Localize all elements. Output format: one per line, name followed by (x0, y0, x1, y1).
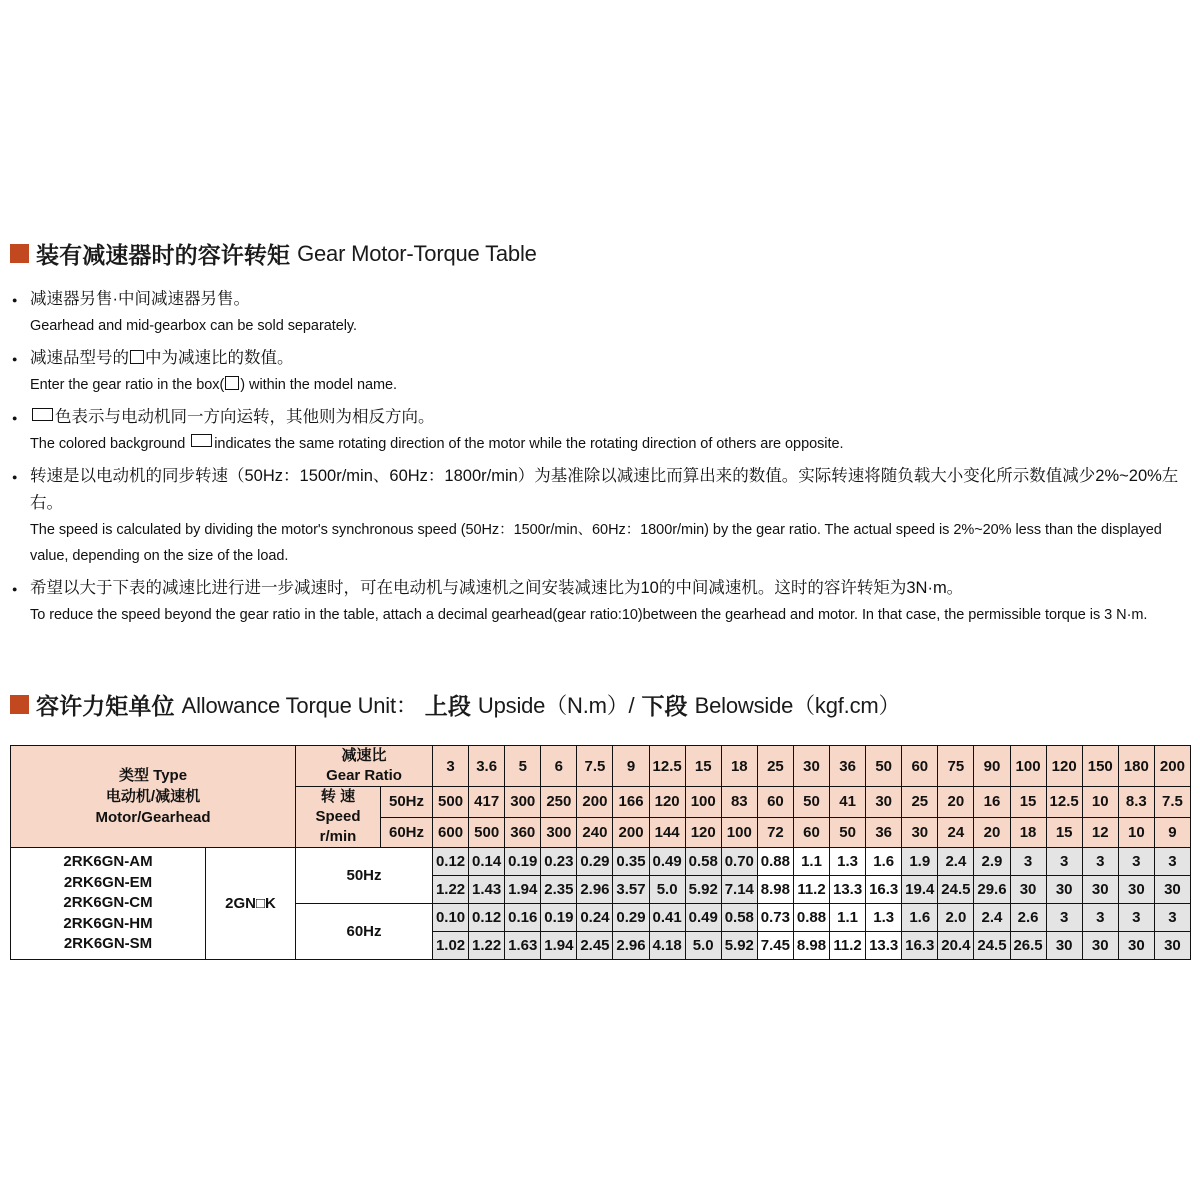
speed-60hz-15: 120 (685, 817, 721, 848)
speed-60hz-150: 12 (1082, 817, 1118, 848)
torque-value-60Hz-N.m-ratio-15: 0.49 (685, 904, 721, 932)
torque-value-60Hz-N.m-ratio-18: 0.58 (721, 904, 757, 932)
torque-unit-en-label: Allowance Torque Unit： (181, 693, 418, 718)
torque-value-60Hz-kgf.cm-ratio-36: 11.2 (830, 932, 866, 960)
speed-60hz-6: 300 (541, 817, 577, 848)
torque-value-60Hz-N.m-ratio-12.5: 0.41 (649, 904, 685, 932)
header-type-cn: 类型 (118, 767, 149, 784)
gear-ratio-header-5: 5 (505, 746, 541, 787)
note-item (10, 575, 1190, 628)
torque-value-60Hz-N.m-ratio-75: 2.0 (938, 904, 974, 932)
header-type-en: Type (153, 767, 188, 784)
header-freq-50hz: 50Hz (381, 787, 433, 818)
speed-50hz-7.5: 200 (577, 787, 613, 818)
notes-list (10, 286, 1190, 634)
model-name: 2RK6GN-AM (63, 853, 153, 871)
torque-value-60Hz-kgf.cm-ratio-7.5: 2.45 (577, 932, 613, 960)
torque-value-50Hz-kgf.cm-ratio-7.5: 2.96 (577, 876, 613, 904)
note-text-en-post: ) within the model name. (240, 377, 398, 393)
gear-ratio-header-3.6: 3.6 (469, 746, 505, 787)
gear-ratio-header-3: 3 (433, 746, 469, 787)
gear-ratio-header-200: 200 (1154, 746, 1190, 787)
speed-60hz-5: 360 (505, 817, 541, 848)
note-text-en: The speed is calculated by dividing the motor's synchronous speed (50Hz：1500r/min、60Hz：1800r/min) by the gear ratio. The actual speed is 2%~20% less than the displayed value, depending on the size of the load. (30, 522, 1162, 564)
gear-ratio-header-25: 25 (757, 746, 793, 787)
speed-60hz-200: 9 (1154, 817, 1190, 848)
note-item (10, 404, 1190, 457)
speed-60hz-12.5: 144 (649, 817, 685, 848)
torque-value-60Hz-kgf.cm-ratio-120: 30 (1046, 932, 1082, 960)
speed-60hz-7.5: 240 (577, 817, 613, 848)
header-gear-ratio-cell (296, 746, 433, 787)
torque-value-50Hz-N.m-ratio-3.6: 0.14 (469, 848, 505, 876)
torque-value-60Hz-kgf.cm-ratio-60: 16.3 (902, 932, 938, 960)
torque-value-60Hz-kgf.cm-ratio-180: 30 (1118, 932, 1154, 960)
torque-value-60Hz-N.m-ratio-7.5: 0.24 (577, 904, 613, 932)
torque-value-50Hz-kgf.cm-ratio-100: 30 (1010, 876, 1046, 904)
header-motor-gearhead-cn: 电动机/减速机 (105, 788, 201, 805)
speed-50hz-5: 300 (505, 787, 541, 818)
gear-ratio-header-6: 6 (541, 746, 577, 787)
torque-value-60Hz-kgf.cm-ratio-75: 20.4 (938, 932, 974, 960)
orange-square-marker-icon (10, 244, 29, 263)
torque-value-50Hz-N.m-ratio-180: 3 (1118, 848, 1154, 876)
torque-value-50Hz-N.m-ratio-200: 3 (1154, 848, 1190, 876)
torque-value-50Hz-N.m-ratio-12.5: 0.49 (649, 848, 685, 876)
torque-value-60Hz-N.m-ratio-50: 1.3 (866, 904, 902, 932)
torque-value-60Hz-N.m-ratio-180: 3 (1118, 904, 1154, 932)
speed-50hz-180: 8.3 (1118, 787, 1154, 818)
torque-value-60Hz-kgf.cm-ratio-90: 24.5 (974, 932, 1010, 960)
torque-table-container (10, 745, 1190, 960)
torque-value-60Hz-kgf.cm-ratio-15: 5.0 (685, 932, 721, 960)
torque-value-50Hz-N.m-ratio-15: 0.58 (685, 848, 721, 876)
note-text-en-pre: Enter the gear ratio in the box( (30, 377, 225, 393)
torque-value-60Hz-N.m-ratio-36: 1.1 (830, 904, 866, 932)
speed-60hz-9: 200 (613, 817, 649, 848)
gear-ratio-header-30: 30 (793, 746, 829, 787)
torque-value-50Hz-N.m-ratio-9: 0.35 (613, 848, 649, 876)
torque-unit-upside-cn: 上段 (424, 693, 471, 719)
note-text-en-pre: The colored background (30, 436, 190, 452)
gear-ratio-header-120: 120 (1046, 746, 1082, 787)
torque-value-50Hz-N.m-ratio-50: 1.6 (866, 848, 902, 876)
gear-ratio-header-90: 90 (974, 746, 1010, 787)
header-type-cell (11, 746, 296, 848)
table-head (11, 746, 1191, 848)
row-freq-label-50Hz: 50Hz (296, 848, 433, 904)
torque-value-50Hz-N.m-ratio-3: 0.12 (433, 848, 469, 876)
torque-value-50Hz-kgf.cm-ratio-9: 3.57 (613, 876, 649, 904)
torque-value-50Hz-kgf.cm-ratio-120: 30 (1046, 876, 1082, 904)
torque-value-50Hz-N.m-ratio-7.5: 0.29 (577, 848, 613, 876)
speed-60hz-50: 36 (866, 817, 902, 848)
torque-value-50Hz-N.m-ratio-5: 0.19 (505, 848, 541, 876)
speed-60hz-75: 24 (938, 817, 974, 848)
gear-ratio-header-50: 50 (866, 746, 902, 787)
speed-50hz-6: 250 (541, 787, 577, 818)
note-item (10, 463, 1190, 569)
section-heading-torque-unit (10, 688, 900, 721)
speed-50hz-50: 30 (866, 787, 902, 818)
torque-value-60Hz-N.m-ratio-120: 3 (1046, 904, 1082, 932)
torque-value-60Hz-kgf.cm-ratio-3.6: 1.22 (469, 932, 505, 960)
torque-value-50Hz-kgf.cm-ratio-90: 29.6 (974, 876, 1010, 904)
note-text-cn: ● 转速是以电动机的同步转速（50Hz：1500r/min、60Hz：1800r/min）为基准除以减速比而算出来的数值。实际转速将随负载大小变化所示数值减少2%~20%左右。 (10, 463, 1190, 517)
torque-value-60Hz-N.m-ratio-150: 3 (1082, 904, 1118, 932)
torque-value-50Hz-N.m-ratio-100: 3 (1010, 848, 1046, 876)
speed-50hz-3: 500 (433, 787, 469, 818)
speed-50hz-30: 50 (793, 787, 829, 818)
table-body (11, 848, 1191, 960)
torque-value-50Hz-N.m-ratio-25: 0.88 (757, 848, 793, 876)
speed-60hz-90: 20 (974, 817, 1010, 848)
note-text-en: To reduce the speed beyond the gear ratio in the table, attach a decimal gearhead(gear ratio:10)between the gearhead and motor. In that case, the permissible torque is 3 N·m. (30, 607, 1148, 623)
torque-value-50Hz-kgf.cm-ratio-30: 11.2 (793, 876, 829, 904)
torque-value-60Hz-kgf.cm-ratio-100: 26.5 (1010, 932, 1046, 960)
table-row (11, 848, 1191, 876)
torque-value-50Hz-kgf.cm-ratio-3.6: 1.43 (469, 876, 505, 904)
speed-60hz-18: 100 (721, 817, 757, 848)
speed-50hz-150: 10 (1082, 787, 1118, 818)
note-text-cn-pre: 减速品型号的 (30, 349, 129, 367)
torque-value-50Hz-N.m-ratio-18: 0.70 (721, 848, 757, 876)
torque-value-50Hz-kgf.cm-ratio-200: 30 (1154, 876, 1190, 904)
note-text-cn-post: 色表示与电动机同一方向运转，其他则为相反方向。 (55, 408, 435, 426)
note-text-en-post: indicates the same rotating direction of the motor while the rotating direction of others are opposite. (214, 436, 844, 452)
torque-value-60Hz-N.m-ratio-30: 0.88 (793, 904, 829, 932)
torque-value-60Hz-N.m-ratio-6: 0.19 (541, 904, 577, 932)
speed-50hz-25: 60 (757, 787, 793, 818)
color-swatch-box-icon (32, 408, 53, 421)
speed-60hz-3: 600 (433, 817, 469, 848)
gear-ratio-header-15: 15 (685, 746, 721, 787)
speed-60hz-120: 15 (1046, 817, 1082, 848)
note-text-en (10, 431, 1190, 457)
torque-value-60Hz-kgf.cm-ratio-150: 30 (1082, 932, 1118, 960)
torque-value-60Hz-N.m-ratio-200: 3 (1154, 904, 1190, 932)
gear-ratio-header-75: 75 (938, 746, 974, 787)
torque-value-50Hz-kgf.cm-ratio-18: 7.14 (721, 876, 757, 904)
torque-value-50Hz-kgf.cm-ratio-36: 13.3 (830, 876, 866, 904)
gear-ratio-header-60: 60 (902, 746, 938, 787)
speed-50hz-9: 166 (613, 787, 649, 818)
speed-50hz-75: 20 (938, 787, 974, 818)
gear-ratio-header-180: 180 (1118, 746, 1154, 787)
note-text-en: Gearhead and mid-gearbox can be sold separately. (30, 318, 358, 334)
torque-value-50Hz-kgf.cm-ratio-6: 2.35 (541, 876, 577, 904)
torque-value-50Hz-N.m-ratio-75: 2.4 (938, 848, 974, 876)
speed-60hz-60: 30 (902, 817, 938, 848)
note-text-cn (10, 345, 1190, 372)
speed-50hz-60: 25 (902, 787, 938, 818)
torque-value-60Hz-N.m-ratio-25: 0.73 (757, 904, 793, 932)
model-list-cell (11, 848, 206, 960)
note-text-cn: ● 希望以大于下表的减速比进行进一步减速时，可在电动机与减速机之间安装减速比为10的中间减速机。这时的容许转矩为3N·m。 (10, 575, 1190, 602)
torque-value-50Hz-N.m-ratio-6: 0.23 (541, 848, 577, 876)
torque-value-50Hz-N.m-ratio-36: 1.3 (830, 848, 866, 876)
header-motor-gearhead-en: Motor/Gearhead (95, 809, 211, 826)
torque-value-60Hz-N.m-ratio-3.6: 0.12 (469, 904, 505, 932)
torque-value-60Hz-N.m-ratio-9: 0.29 (613, 904, 649, 932)
torque-value-50Hz-kgf.cm-ratio-150: 30 (1082, 876, 1118, 904)
model-name: 2RK6GN-CM (63, 894, 153, 912)
torque-value-60Hz-kgf.cm-ratio-9: 2.96 (613, 932, 649, 960)
torque-value-60Hz-N.m-ratio-3: 0.10 (433, 904, 469, 932)
gearhead-model-cell: 2GN□K (206, 848, 296, 960)
speed-50hz-90: 16 (974, 787, 1010, 818)
gear-ratio-header-36: 36 (830, 746, 866, 787)
speed-60hz-3.6: 500 (469, 817, 505, 848)
color-swatch-box-icon (191, 434, 212, 447)
note-item (10, 286, 1190, 339)
speed-60hz-100: 18 (1010, 817, 1046, 848)
speed-50hz-15: 100 (685, 787, 721, 818)
torque-value-50Hz-kgf.cm-ratio-25: 8.98 (757, 876, 793, 904)
torque-value-60Hz-kgf.cm-ratio-200: 30 (1154, 932, 1190, 960)
torque-unit-cn: 容许力矩单位 (36, 693, 175, 719)
torque-value-50Hz-kgf.cm-ratio-12.5: 5.0 (649, 876, 685, 904)
torque-unit-belowside-en: Belowside（kgf.cm） (694, 693, 901, 718)
torque-value-60Hz-kgf.cm-ratio-30: 8.98 (793, 932, 829, 960)
torque-value-50Hz-N.m-ratio-120: 3 (1046, 848, 1082, 876)
torque-value-60Hz-kgf.cm-ratio-6: 1.94 (541, 932, 577, 960)
note-text-cn: ● 减速器另售·中间减速器另售。 (10, 286, 1190, 313)
empty-box-icon (225, 376, 239, 390)
section-heading-torque-table-en: Gear Motor-Torque Table (297, 240, 537, 266)
note-text-en (10, 372, 1190, 398)
section-heading-torque-table-cn: 装有减速器时的容许转矩 (36, 242, 291, 268)
header-speed-cell (296, 787, 381, 848)
torque-value-60Hz-kgf.cm-ratio-3: 1.02 (433, 932, 469, 960)
note-item (10, 345, 1190, 398)
torque-value-60Hz-N.m-ratio-100: 2.6 (1010, 904, 1046, 932)
torque-value-50Hz-kgf.cm-ratio-60: 19.4 (902, 876, 938, 904)
torque-value-60Hz-kgf.cm-ratio-5: 1.63 (505, 932, 541, 960)
row-freq-label-60Hz: 60Hz (296, 904, 433, 960)
gear-ratio-header-9: 9 (613, 746, 649, 787)
note-text-cn (10, 404, 1190, 431)
torque-value-50Hz-N.m-ratio-60: 1.9 (902, 848, 938, 876)
torque-value-50Hz-kgf.cm-ratio-75: 24.5 (938, 876, 974, 904)
speed-60hz-25: 72 (757, 817, 793, 848)
torque-unit-upside-en: Upside（N.m）/ (477, 693, 635, 718)
model-name: 2RK6GN-SM (63, 935, 153, 953)
speed-50hz-18: 83 (721, 787, 757, 818)
note-text-cn-post: 中为减速比的数值。 (145, 349, 294, 367)
torque-value-60Hz-kgf.cm-ratio-18: 5.92 (721, 932, 757, 960)
speed-60hz-36: 50 (830, 817, 866, 848)
speed-50hz-120: 12.5 (1046, 787, 1082, 818)
speed-50hz-200: 7.5 (1154, 787, 1190, 818)
torque-value-50Hz-kgf.cm-ratio-5: 1.94 (505, 876, 541, 904)
model-name: 2RK6GN-EM (63, 873, 153, 891)
orange-square-marker-icon (10, 695, 29, 714)
speed-60hz-180: 10 (1118, 817, 1154, 848)
model-name: 2RK6GN-HM (63, 914, 153, 932)
gear-ratio-header-18: 18 (721, 746, 757, 787)
speed-50hz-36: 41 (830, 787, 866, 818)
speed-50hz-3.6: 417 (469, 787, 505, 818)
torque-value-60Hz-kgf.cm-ratio-50: 13.3 (866, 932, 902, 960)
speed-50hz-100: 15 (1010, 787, 1046, 818)
header-speed-en: Speed r/min (315, 808, 361, 845)
torque-value-60Hz-N.m-ratio-60: 1.6 (902, 904, 938, 932)
torque-value-60Hz-N.m-ratio-5: 0.16 (505, 904, 541, 932)
gear-ratio-header-12.5: 12.5 (649, 746, 685, 787)
gear-ratio-header-100: 100 (1010, 746, 1046, 787)
gear-ratio-header-150: 150 (1082, 746, 1118, 787)
torque-value-50Hz-kgf.cm-ratio-180: 30 (1118, 876, 1154, 904)
torque-value-50Hz-kgf.cm-ratio-15: 5.92 (685, 876, 721, 904)
torque-value-50Hz-kgf.cm-ratio-3: 1.22 (433, 876, 469, 904)
torque-value-60Hz-kgf.cm-ratio-12.5: 4.18 (649, 932, 685, 960)
speed-50hz-12.5: 120 (649, 787, 685, 818)
header-gear-ratio-en: Gear Ratio (326, 767, 402, 784)
torque-value-50Hz-N.m-ratio-30: 1.1 (793, 848, 829, 876)
torque-value-60Hz-N.m-ratio-90: 2.4 (974, 904, 1010, 932)
gear-ratio-header-7.5: 7.5 (577, 746, 613, 787)
header-freq-60hz: 60Hz (381, 817, 433, 848)
torque-value-60Hz-kgf.cm-ratio-25: 7.45 (757, 932, 793, 960)
table-header-row-ratio (11, 746, 1191, 787)
torque-unit-belowside-cn: 下段 (641, 693, 688, 719)
torque-value-50Hz-N.m-ratio-90: 2.9 (974, 848, 1010, 876)
empty-box-icon (130, 350, 144, 364)
section-heading-torque-table (10, 237, 537, 270)
torque-value-50Hz-kgf.cm-ratio-50: 16.3 (866, 876, 902, 904)
header-speed-cn: 转 速 (320, 788, 356, 805)
torque-value-50Hz-N.m-ratio-150: 3 (1082, 848, 1118, 876)
header-gear-ratio-cn: 减速比 (341, 747, 387, 764)
gear-motor-torque-table (10, 745, 1191, 960)
speed-60hz-30: 60 (793, 817, 829, 848)
